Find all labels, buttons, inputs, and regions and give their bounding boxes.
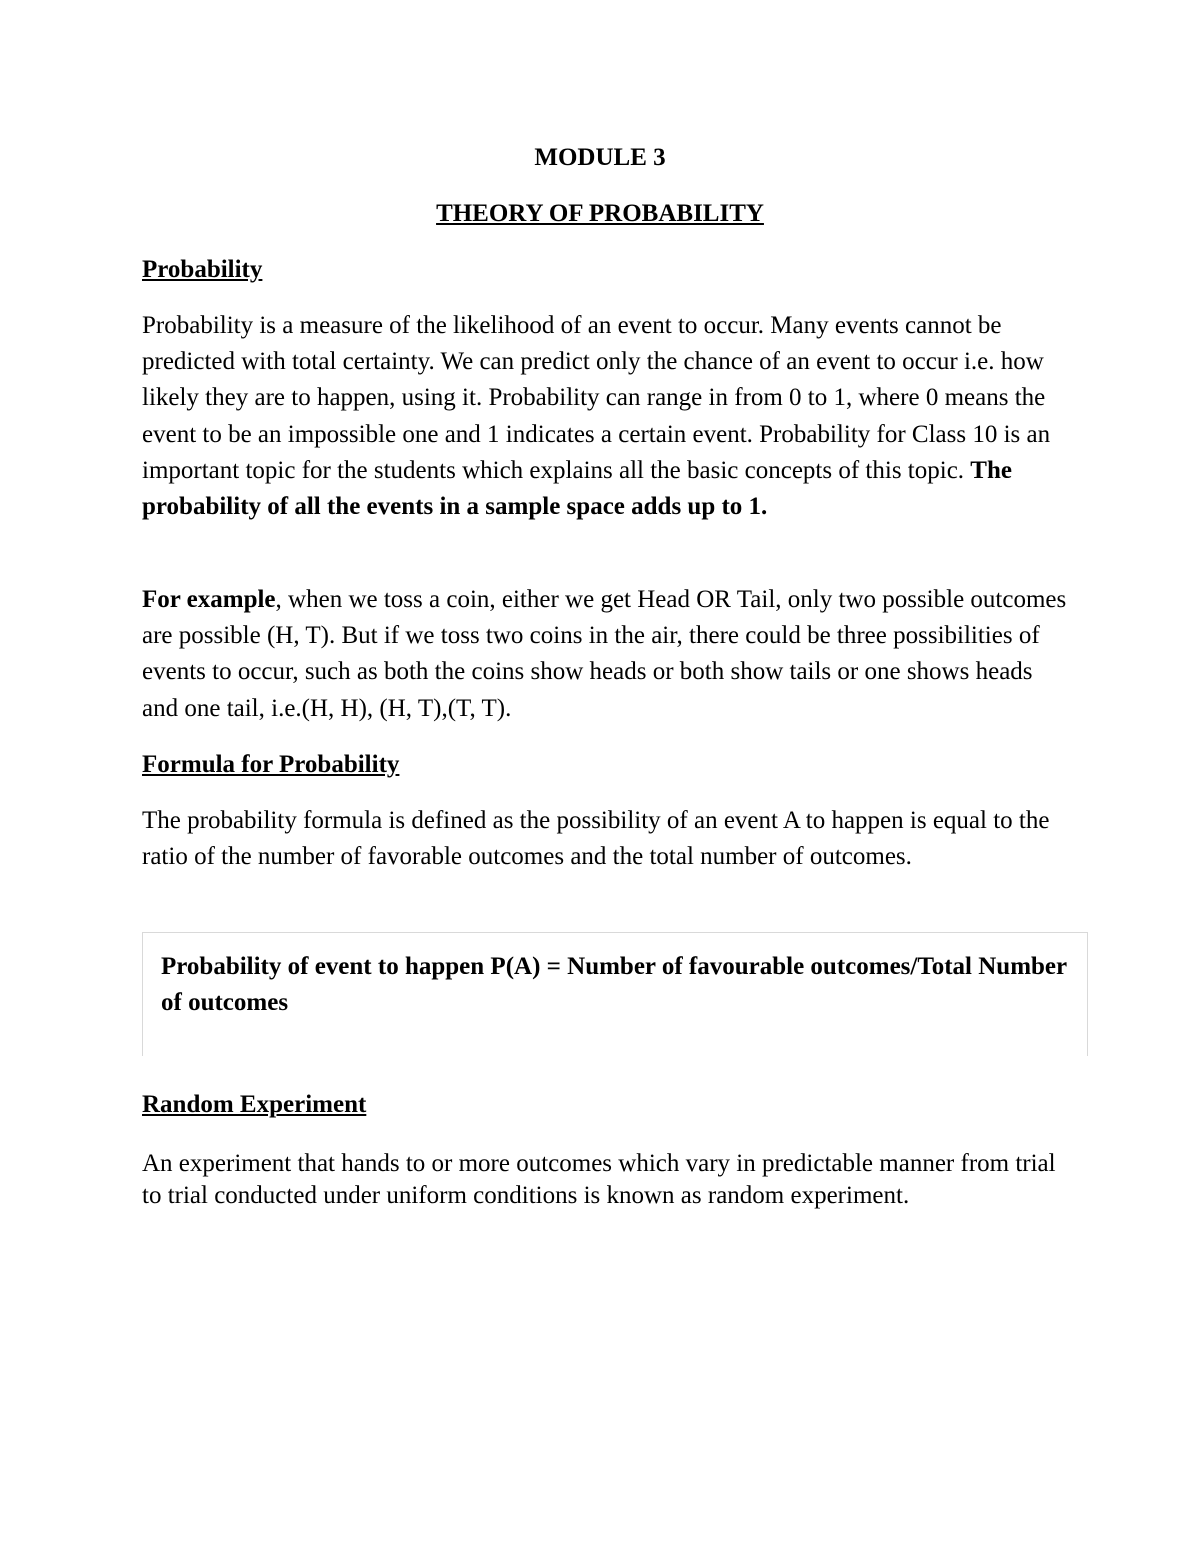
probability-paragraph-text: Probability is a measure of the likelihood of an event to occur. Many events cannot be predicted with total certainty. We can predict only the chance of an event to occur i.e. how likely they are to happen, using it. Probability can range in from 0 to 1, where 0 means the event to be an impossible one and 1 indicates a certain event. Probability for Class 10 is an important topic for the students which explains all the basic concepts of this topic.: [142, 312, 1051, 484]
document-title: THEORY OF PROBABILITY: [436, 200, 764, 227]
random-experiment-heading: Random Experiment: [142, 1091, 367, 1118]
example-lead: For example: [142, 586, 276, 613]
module-title: MODULE 3: [534, 144, 666, 171]
formula-heading: Formula for Probability: [142, 751, 400, 778]
probability-heading: Probability: [142, 256, 263, 283]
probability-paragraph-bold: The probability of all the events in a sample space adds up to 1.: [142, 456, 1012, 521]
random-experiment-paragraph: An experiment that hands to or more outcomes which vary in predictable manner from trial to trial conducted under uniform conditions is known as random experiment.: [142, 1150, 1056, 1209]
probability-paragraph: [142, 308, 1067, 525]
formula-paragraph: The probability formula is defined as the possibility of an event A to happen is equal to the ratio of the number of favorable outcomes and the total number of outcomes.: [142, 807, 1050, 871]
example-paragraph: [142, 582, 1067, 727]
formula-box-text: Probability of event to happen P(A) = Number of favourable outcomes/Total Number of outcomes: [161, 953, 1067, 1016]
example-text: , when we toss a coin, either we get Head OR Tail, only two possible outcomes are possible (H, T). But if we toss two coins in the air, there could be three possibilities of events to occur, such as both the coins show heads or both show tails or one shows heads and one tail, i.e.(H, H), (H, T),(T, T).: [142, 586, 1067, 722]
formula-box: [142, 932, 1088, 1056]
